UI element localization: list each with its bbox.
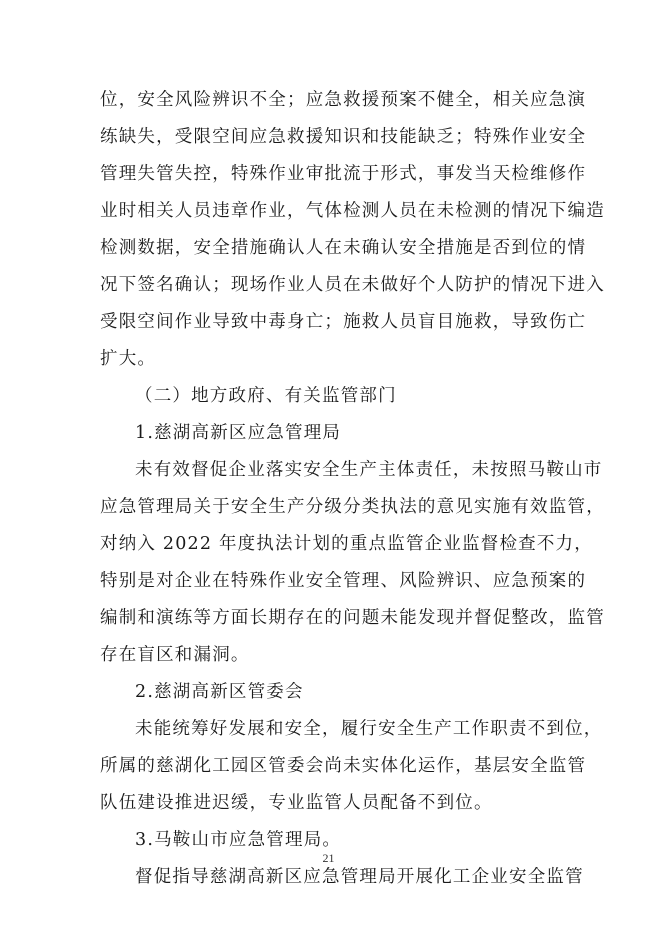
body-line: 对纳入 2022 年度执法计划的重点监管企业监督检查不力， [100, 534, 593, 554]
section-heading: （二）地方政府、有关监管部门 [135, 386, 397, 406]
subsection-heading: 2.慈湖高新区管委会 [135, 682, 304, 702]
body-line: 练缺失，受限空间应急救援知识和技能缺乏；特殊作业安全 [100, 127, 587, 147]
body-line: 业时相关人员违章作业，气体检测人员在未检测的情况下编造 [100, 201, 605, 221]
paragraph-first-line: 督促指导慈湖高新区应急管理局开展化工企业安全监管 [135, 867, 584, 887]
body-line: 存在盲区和漏洞。 [100, 645, 250, 665]
body-line: 应急管理局关于安全生产分级分类执法的意见实施有效监管， [100, 497, 605, 517]
body-line: 受限空间作业导致中毒身亡；施救人员盲目施救，导致伤亡 [100, 312, 587, 332]
paragraph-first-line: 未有效督促企业落实安全生产主体责任，未按照马鞍山市 [135, 460, 603, 480]
subsection-heading: 1.慈湖高新区应急管理局 [135, 423, 342, 443]
body-line: 队伍建设推进迟缓，专业监管人员配备不到位。 [100, 793, 493, 813]
body-line: 况下签名确认；现场作业人员在未做好个人防护的情况下进入 [100, 275, 605, 295]
body-line: 管理失管失控，特殊作业审批流于形式，事发当天检维修作 [100, 164, 587, 184]
body-line: 编制和演练等方面长期存在的问题未能发现并督促整改，监管 [100, 608, 605, 628]
body-line: 特别是对企业在特殊作业安全管理、风险辨识、应急预案的 [100, 571, 587, 591]
body-line: 检测数据，安全措施确认人在未确认安全措施是否到位的情 [100, 238, 587, 258]
body-line: 扩大。 [100, 349, 157, 369]
body-line: 位，安全风险辨识不全；应急救援预案不健全，相关应急演 [100, 90, 587, 110]
subsection-heading: 3.马鞍山市应急管理局。 [135, 830, 342, 850]
paragraph-first-line: 未能统筹好发展和安全，履行安全生产工作职责不到位， [135, 719, 603, 739]
body-line: 所属的慈湖化工园区管委会尚未实体化运作，基层安全监管 [100, 756, 587, 776]
page-number: 21 [322, 851, 335, 865]
